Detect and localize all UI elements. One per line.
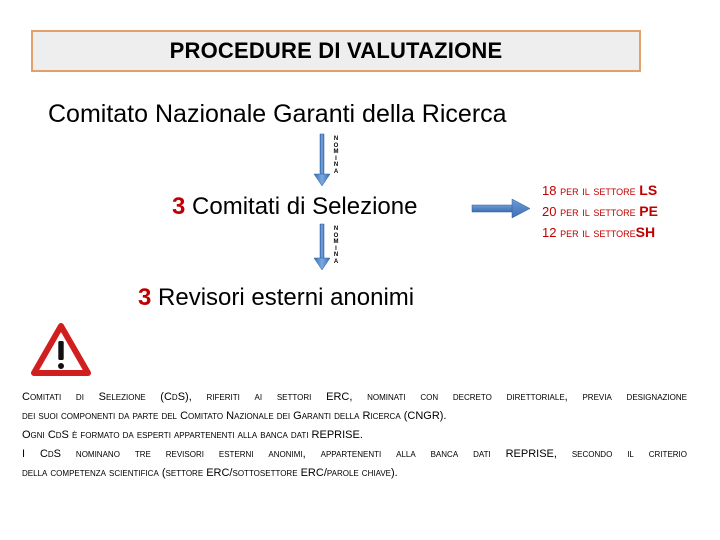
- paragraph-3: I CdS nominano tre revisori esterni anonimi, appartenenti alla banca dati REPRISE, secondo il criterio: [22, 448, 687, 460]
- paragraph-3-cont: della competenza scientifica (settore ERC/sottosettore ERC/parole chiave).: [22, 467, 398, 479]
- warning-triangle-icon: [30, 322, 92, 378]
- comitati-selezione: 3 Comitati di Selezione: [172, 193, 418, 220]
- paragraph-1: Comitati di Selezione (CdS), riferiti ai settori ERC, nominati con decreto direttoriale, previa designazione: [22, 391, 687, 403]
- settore-pe: 20 per il settore PE: [542, 203, 658, 219]
- page-title: PROCEDURE DI VALUTAZIONE: [169, 38, 503, 63]
- settori-list: [542, 180, 658, 243]
- revisori-anonimi: 3 Revisori esterni anonimi: [138, 284, 415, 311]
- paragraph-1-cont: dei suoi componenti da parte del Comitato Nazionale dei Garanti della Ricerca (CNGR).: [22, 410, 447, 422]
- body-text: [22, 388, 687, 483]
- nomina-label-1: N O M I N A: [333, 136, 339, 175]
- arrow-down-2: [314, 224, 330, 270]
- settore-ls: 18 per il settore LS: [542, 182, 658, 198]
- arrow-right: [472, 199, 530, 218]
- cngr-heading: Comitato Nazionale Garanti della Ricerca: [48, 100, 507, 128]
- nomina-label-2: N O M I N A: [333, 226, 339, 265]
- paragraph-2: Ogni CdS è formato da esperti appartenenti alla banca dati REPRISE.: [22, 429, 363, 441]
- arrow-down-1: [314, 134, 330, 186]
- settore-sh: 12 per il settoreSH: [542, 224, 656, 240]
